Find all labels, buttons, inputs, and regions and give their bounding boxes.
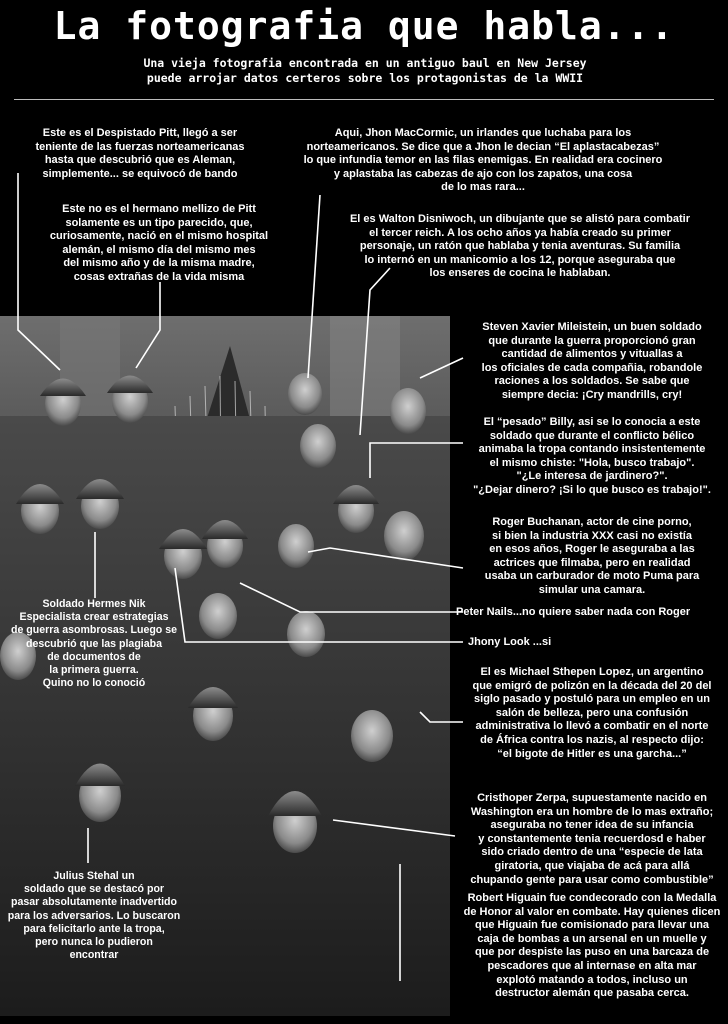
caption-cristhoper: Cristhoper Zerpa, supuestamente nacido en Washington era un hombre de lo mas extraño; aseguraba no tener idea de su infancia y constantemente tenia recuerdosd e haber sido criado dentro de una “especie de lata giratoria, que viajaba de acá para allá chupando gente para usar como combustible” <box>470 792 714 886</box>
caption-robert: Robert Higuain fue condecorado con la Medalla de Honor al valor en combate. Hay quienes dicen que Higuain fue comisionado para llevar una caja de bombas a un arsenal en un muelle y que por despiste las puso en una barcaza de pescadores que al internase en alta mar explotó matando a todos, incluso un destructor alemán que pasaba cerca. <box>463 892 721 1000</box>
caption-steven: Steven Xavier Mileistein, un buen soldado que durante la guerra proporcionó gran cantidad de alimentos y vituallas a los oficiales de cada compañia, robandole raciones a los soldados. Se sabe que siempre decia: ¡Cry mandrills, cry! <box>481 321 703 401</box>
page-title: La fotografia que habla... <box>53 4 675 48</box>
caption-jhon: Aqui, Jhon MacCormic, un irlandes que luchaba para los norteamericanos. Se dice que a Jhon le decian “El aplastacabezas” lo que infundia temor en las filas enemigas. En realidad era cocinero y aplastaba las cabezas de ajo con los zapatos, una cosa de lo mas rara... <box>303 127 663 194</box>
bottom-border <box>0 1018 728 1024</box>
header-divider <box>14 99 714 100</box>
caption-roger: Roger Buchanan, actor de cine porno, si bien la industria XXX casi no existía en esos años, Roger le aseguraba a las actrices que filmaba, pero en realidad usaba un carburador de moto Puma para simular una camara. <box>484 516 700 596</box>
caption-pitt: Este es el Despistado Pitt, llegó a ser teniente de las fuerzas norteamericanas hasta que descubrió que es Aleman, simplemente... se equivocó de bando <box>35 127 245 180</box>
caption-hermes: Soldado Hermes Nik Especialista crear estrategias de guerra asombrosas. Luego se descubrió que las plagiaba de documentos de la primera guerra. Quino no lo conoció <box>10 598 178 690</box>
caption-michael: El es Michael Sthepen Lopez, un argentino que emigró de polizón en la década del 20 del siglo pasado y postuló para un empleo en un salón de belleza, pero una confusión administrativa lo llevó a combatir en el norte de África contra los nazis, al respecto dijo: “el bigote de Hitler es una garcha...” <box>472 666 712 760</box>
caption-jhony: Jhony Look ...si <box>468 636 552 648</box>
page-subtitle: Una vieja fotografia encontrada en un antiguo baul en New Jersey puede arrojar datos certeros sobre los protagonistas de la WWII <box>143 56 587 85</box>
caption-julius: Julius Stehal un soldado que se destacó por pasar absolutamente inadvertido para los adversarios. Lo buscaron para felicitarlo ante la tropa, pero nunca lo pudieron encontrar <box>7 870 181 962</box>
caption-peter: Peter Nails...no quiere saber nada con Roger <box>456 606 691 618</box>
caption-billy: El “pesado” Billy, asi se lo conocia a este soldado que durante el conflicto bélico animaba la tropa contando insistentemente el mismo chiste: "Hola, busco trabajo". "¿Le interesa de jardinero?". "¿Dejar dinero? ¡Si lo que busco es trabajo!". <box>473 416 711 496</box>
caption-walton: El es Walton Disniwoch, un dibujante que se alistó para combatir el tercer reich. A los ocho años ya había creado su primer personaje, un ratón que hablaba y tenia aventuras. Su familia lo internó en un manicomio a los 12, porque aseguraba que los enseres de cocina le hablaban. <box>349 213 691 280</box>
caption-twin: Este no es el hermano mellizo de Pitt solamente es un tipo parecido, que, curiosamente, nació en el mismo hospital alemán, el mismo día del mismo mes del mismo año y de la misma madre, cosas extrañas de la vida misma <box>49 203 269 283</box>
